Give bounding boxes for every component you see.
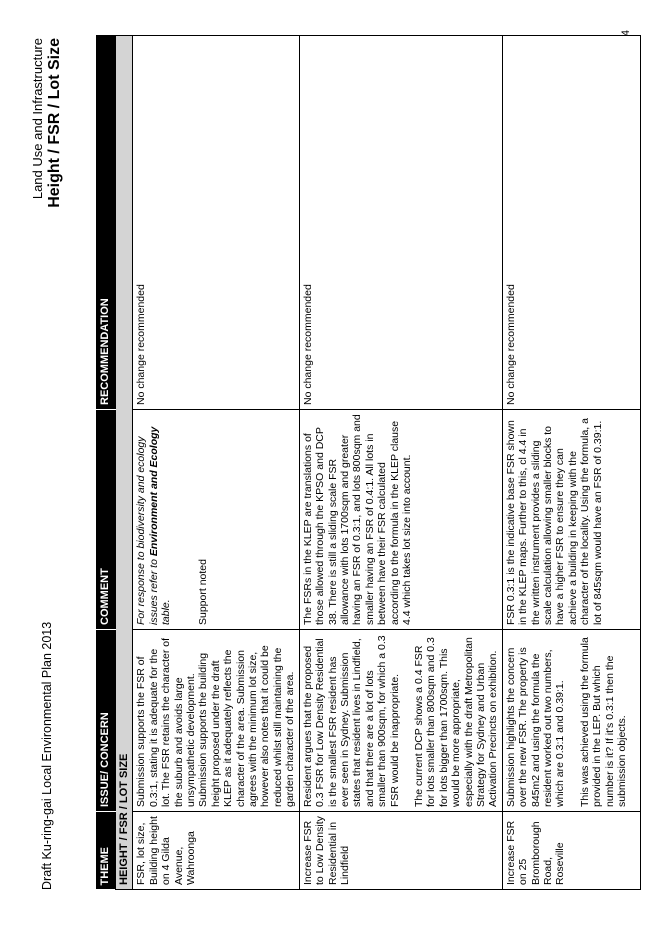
column-header-recommendation: RECOMMENDATION	[96, 36, 116, 410]
comment-text-end: table.	[160, 599, 173, 625]
section-row	[116, 36, 133, 890]
recommendation-cell: No change recommended	[502, 36, 640, 410]
spacer	[185, 414, 197, 625]
column-header-theme: THEME	[96, 812, 116, 890]
table-row	[299, 36, 502, 890]
issue-paragraph: Resident argues that the proposed 0.3 FSR for Low Density Residential is the smallest FSR resident has ever seen in Sydney. Submission states that resident lives in Lindfield, and that there are a lot of lots smaller than 900sqm, for which a 0.3 FSR would be inappropriate.	[301, 635, 401, 807]
comment-cell: FSR 0.3:1 is the indicative base FSR shown in the KLEP maps. Further to this, cl 4.4 in the written instrument provides a sliding scale calculation allowing smaller blocks to have a higher FSR to ensure they can achieve a building in keeping with the character of the locality. Using the formula, a lot of 845sqm would have an FSR of 0.39:1.	[502, 410, 640, 630]
page-number: 4	[620, 30, 632, 37]
section-title: Height / FSR / Lot Size	[46, 38, 63, 208]
issue-paragraph: Submission supports the FSR of 0.3:1, stating it is adequate for the lot. The FSR retains the character of the suburb and avoids large unsympathetic development. Submission supports the building height proposed under the draft KLEP as it adequately reflects the character of the area. Submission agrees with the minimum lot size, however also notes that it could be reduced whilst still maintaining the garden character of the area.	[135, 637, 297, 807]
section-category: Land Use and Infrastructure	[30, 38, 45, 200]
column-header-comment: COMMENT	[96, 410, 116, 630]
spacer	[173, 414, 185, 625]
comment-cell: The FSRs in the KLEP are translations of those allowed through the KPSO and DCP 38. There is still a sliding scale FSR allowance with lots 1700sqm and greater having an FSR of 0.3:1, and lots 800sqm and smaller having an FSR of 0.4:1. All lots in between have their FSR calculated according to the formula in the KLEP clause 4.4 which takes lot size into account.	[299, 410, 502, 630]
issue-paragraph: The current DCP shows a 0.4 FSR for lots smaller than 800sqm and 0.3 for lots bigger than 1700sqm. This would be more appropriate, especially with the draft Metropolitan Strategy for Sydney and Urban Activation Precincts on exhibition.	[412, 637, 500, 807]
spacer	[567, 634, 579, 807]
table-row	[502, 36, 640, 890]
submissions-table	[96, 35, 641, 890]
recommendation-cell: No change recommended	[299, 36, 502, 410]
table-header-row	[96, 36, 116, 890]
section-label: HEIGHT / FSR / LOT SIZE	[116, 36, 133, 890]
issue-cell	[133, 630, 299, 812]
comment-cell	[133, 410, 299, 630]
comment-text: For response to biodiversity and ecology issues refer to	[135, 436, 160, 625]
theme-cell: Increase FSR to Low Density Residential in Lindfield	[299, 812, 502, 890]
spacer	[401, 634, 413, 807]
comment-note: Support noted	[196, 559, 209, 625]
theme-cell: Increase FSR on 25 Bromborough Road, Roseville	[502, 812, 640, 890]
issue-cell	[502, 630, 640, 812]
theme-cell: FSR, lot size, Building height on 4 Gilda Avenue, Wahroonga	[133, 812, 299, 890]
recommendation-cell: No change recommended	[133, 36, 299, 410]
document-title: Draft Ku-ring-gai Local Environmental Plan 2013	[40, 621, 54, 890]
table-row	[133, 36, 299, 890]
column-header-issue: ISSUE/ CONCERN	[96, 630, 116, 812]
section-header	[30, 38, 64, 208]
comment-table-reference: Environment and Ecology	[147, 426, 160, 557]
comment-paragraph	[135, 414, 172, 625]
issue-paragraph: This was achieved using the formula provided in the LEP. But which number is it? If it's 0.3:1 then the submission objects.	[578, 637, 629, 807]
issue-paragraph: Submission highlights the concern over the new FSR. The property is 845m2 and using the formula the resident worked out two numbers, which are 0.3:1 and 0.39:1.	[504, 647, 567, 807]
issue-cell	[299, 630, 502, 812]
